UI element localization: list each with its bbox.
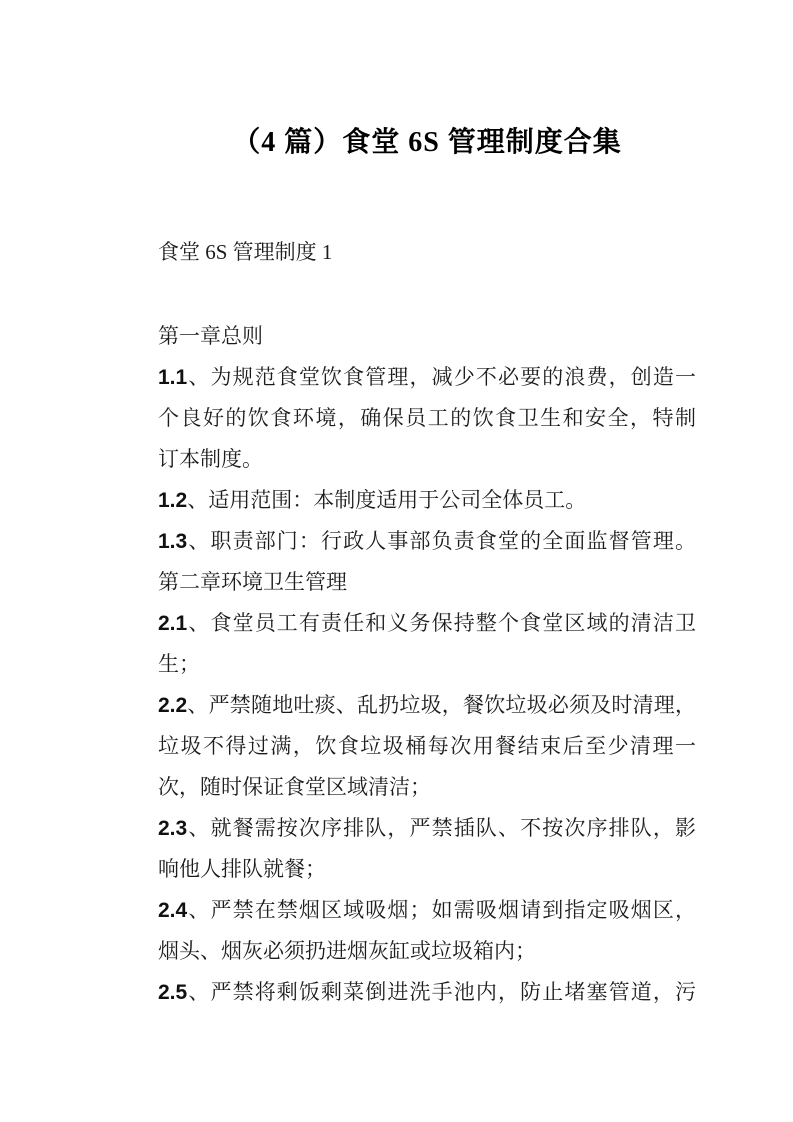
text-line [158,316,696,357]
line-number: 2.5 [158,981,188,1004]
line-text: 次，随时保证食堂区域清洁； [158,775,431,799]
text-line [158,398,696,439]
line-number: 2.4 [158,899,188,922]
text-line [158,521,696,562]
document-title: （4 篇）食堂 6S 管理制度合集 [232,127,622,158]
text-line [158,931,696,972]
text-line [158,972,696,1013]
line-text: 、严禁在禁烟区域吸烟；如需吸烟请到指定吸烟区， [187,898,696,922]
line-text: 、食堂员工有责任和义务保持整个食堂区域的清洁卫 [187,611,696,635]
text-line [158,357,696,398]
line-text: 订本制度。 [158,447,263,471]
line-text: 个良好的饮食环境，确保员工的饮食卫生和安全，特制 [158,406,696,430]
line-text: 、严禁随地吐痰、乱扔垃圾，餐饮垃圾必须及时清理， [187,693,696,717]
line-text: 、就餐需按次序排队，严禁插队、不按次序排队，影 [187,816,696,840]
text-line [158,767,696,808]
text-line [158,685,696,726]
line-text: 生； [158,652,200,676]
line-text: 第一章总则 [158,324,263,348]
text-line [158,644,696,685]
line-number: 1.1 [158,366,188,389]
line-text: 、严禁将剩饭剩菜倒进洗手池内，防止堵塞管道，污 [187,980,696,1004]
line-number: 1.2 [158,489,188,512]
line-text: 垃圾不得过满，饮食垃圾桶每次用餐结束后至少清理一 [158,734,696,758]
line-number: 2.1 [158,612,188,635]
text-line [158,890,696,931]
line-text: 、适用范围：本制度适用于公司全体员工。 [187,488,587,512]
text-line [158,603,696,644]
text-line [158,849,696,890]
line-number: 2.3 [158,817,188,840]
line-number: 2.2 [158,694,188,717]
line-text: 响他人排队就餐； [158,857,326,881]
line-text: 、职责部门：行政人事部负责食堂的全面监督管理。 [187,529,696,553]
line-text: 第二章环境卫生管理 [158,570,347,594]
document-subtitle: 食堂 6S 管理制度 1 [158,240,333,264]
line-text: 烟头、烟灰必须扔进烟灰缸或垃圾箱内； [158,939,536,963]
text-line [158,480,696,521]
text-line [158,726,696,767]
text-line [158,808,696,849]
text-line [158,562,696,603]
document-body [158,316,696,1013]
document-content [158,0,696,1013]
text-line [158,439,696,480]
line-text: 、为规范食堂饮食管理，减少不必要的浪费，创造一 [187,365,696,389]
line-number: 1.3 [158,530,188,553]
